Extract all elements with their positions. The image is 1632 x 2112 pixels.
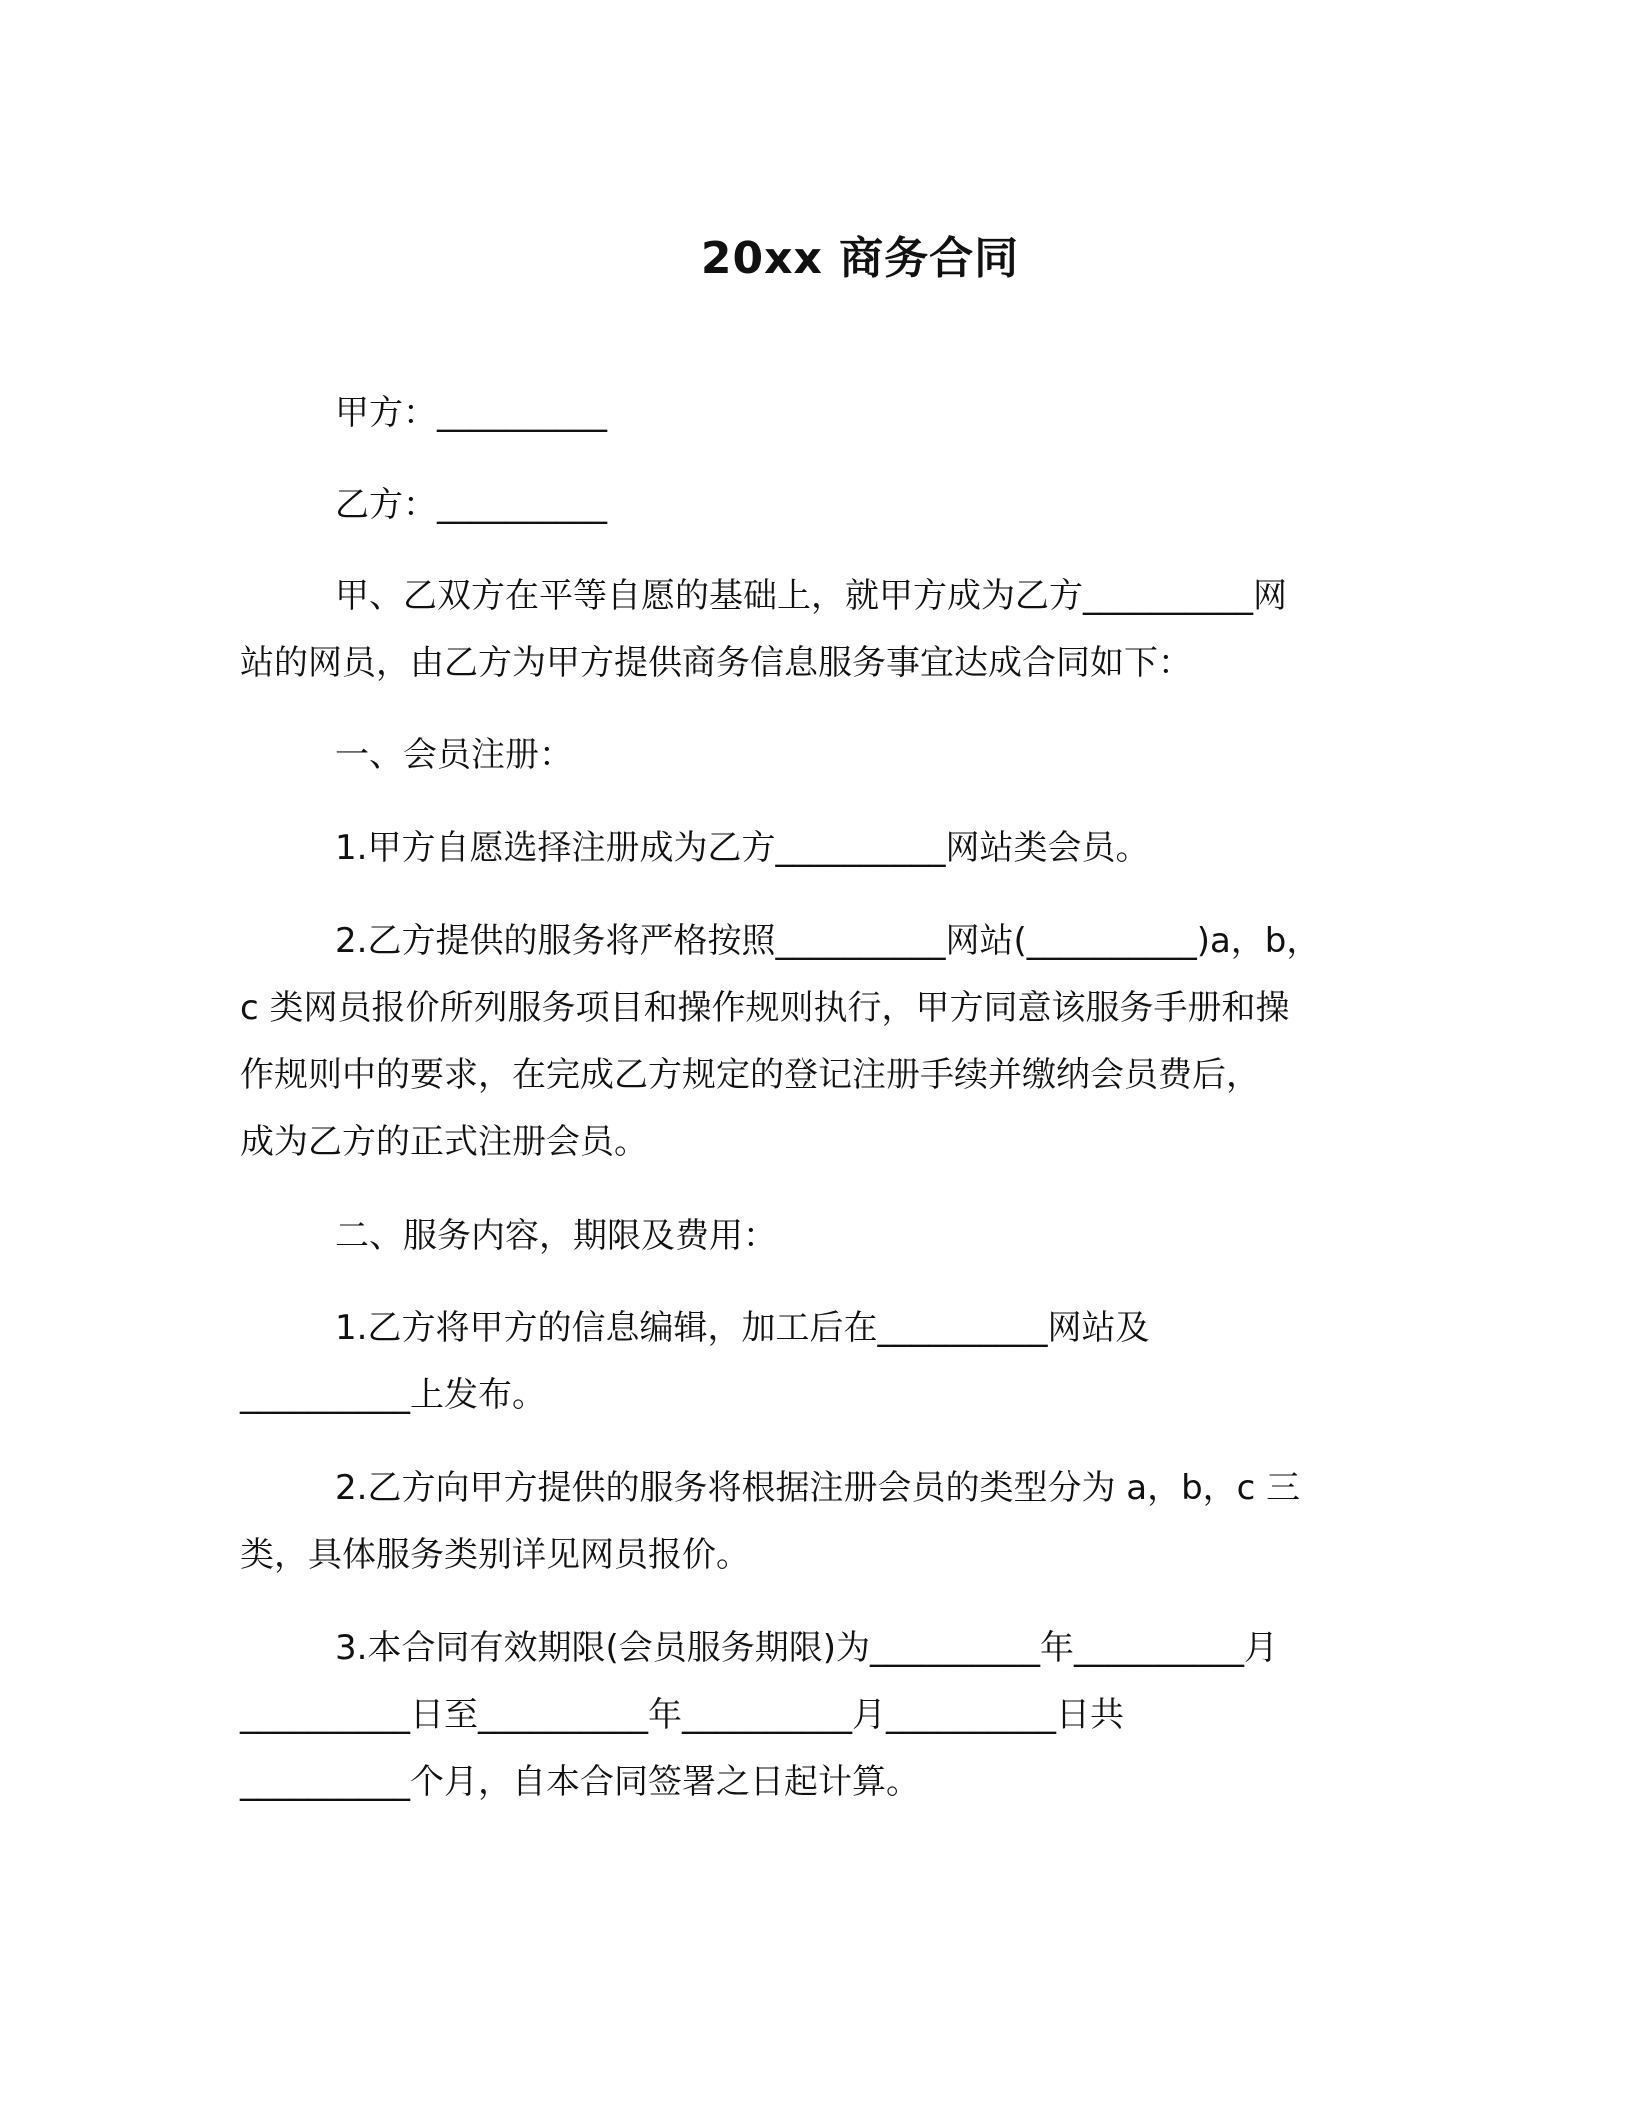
party-a-line (240, 380, 1390, 447)
text-line: 类，具体服务类别详见网员报价。 (240, 1535, 750, 1575)
section-heading-2 (240, 1203, 1390, 1270)
text-line: 甲、乙双方在平等自愿的基础上，就甲方成为乙方__________网 (335, 576, 1287, 616)
section-heading-1 (240, 722, 1390, 789)
text-line: 甲方：__________ (335, 393, 607, 433)
text-line: 作规则中的要求，在完成乙方规定的登记注册手续并缴纳会员费后， (240, 1055, 1260, 1095)
preamble-paragraph (240, 563, 1390, 697)
text-line: 二、服务内容，期限及费用： (335, 1216, 777, 1256)
text-line: __________上发布。 (240, 1375, 546, 1415)
text-line: 2.乙方提供的服务将严格按照__________网站(__________)a，b， (335, 921, 1321, 961)
text-line: 1.甲方自愿选择注册成为乙方__________网站类会员。 (335, 828, 1150, 868)
text-line: 成为乙方的正式注册会员。 (240, 1122, 648, 1162)
document-title: 20xx 商务合同 (700, 233, 1020, 284)
clause-1-2 (240, 908, 1390, 1176)
text-line: 一、会员注册： (335, 735, 573, 775)
clause-2-1 (240, 1295, 1390, 1429)
text-line: c 类网员报价所列服务项目和操作规则执行，甲方同意该服务手册和操 (240, 988, 1290, 1028)
party-b-line (240, 472, 1390, 539)
clause-2-2 (240, 1455, 1390, 1589)
text-line: 1.乙方将甲方的信息编辑，加工后在__________网站及 (335, 1308, 1150, 1348)
clause-1-1 (240, 815, 1390, 882)
clause-2-3 (240, 1615, 1390, 1816)
text-line: __________个月，自本合同签署之日起计算。 (240, 1762, 920, 1802)
text-line: 乙方：__________ (335, 485, 607, 525)
text-line: 3.本合同有效期限(会员服务期限)为__________年__________月 (335, 1628, 1278, 1668)
text-line: __________日至__________年__________月__________日共 (240, 1695, 1124, 1735)
text-line: 站的网员，由乙方为甲方提供商务信息服务事宜达成合同如下： (240, 643, 1192, 683)
text-line: 2.乙方向甲方提供的服务将根据注册会员的类型分为 a，b，c 三 (335, 1468, 1301, 1508)
